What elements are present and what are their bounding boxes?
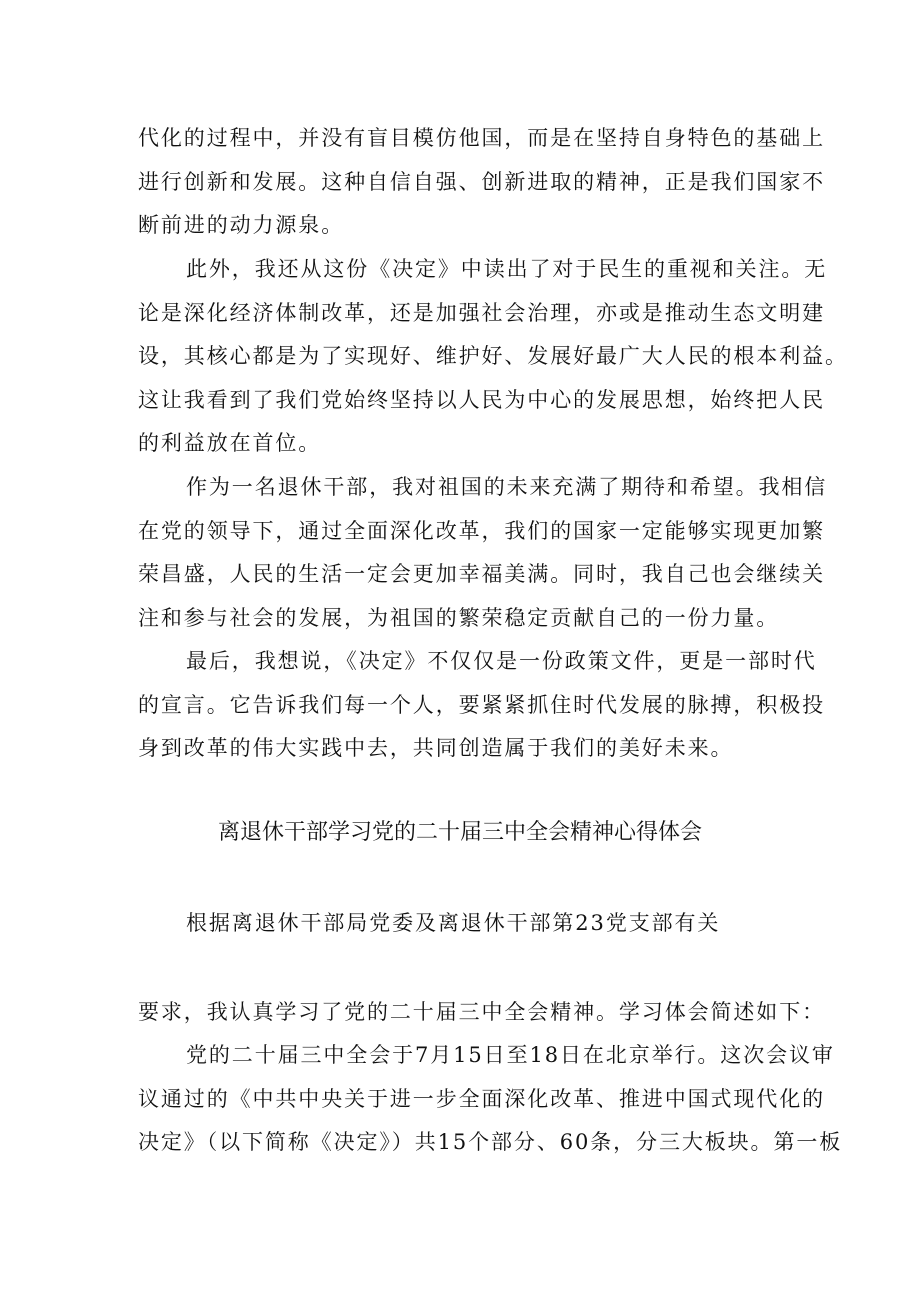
- paragraph-line: 最后，我想说，《决定》不仅仅是一份政策文件，更是一部时代: [186, 649, 817, 673]
- paragraph-line: 作为一名退休干部，我对祖国的未来充满了期待和希望。我相信: [186, 475, 828, 499]
- paragraph-line: 断前进的动力源泉。: [138, 213, 345, 237]
- paragraph-line: 设，其核心都是为了实现好、维护好、发展好最广大人民的根本利益。: [138, 344, 848, 368]
- paragraph-line: 的宣言。它告诉我们每一个人，要紧紧抓住时代发展的脉搏，积极投: [138, 693, 825, 717]
- paragraph-line: 论是深化经济体制改革，还是加强社会治理，亦或是推动生态文明建: [138, 301, 825, 325]
- paragraph-line: 议通过的《中共中央关于进一步全面深化改革、推进中国式现代化的: [138, 1087, 825, 1111]
- paragraph-line: 荣昌盛，人民的生活一定会更加幸福美满。同时，我自己也会继续关: [138, 562, 825, 586]
- paragraph-line: 党的二十届三中全会于7月15日至18日在北京举行。这次会议审: [186, 1043, 835, 1067]
- paragraph-line: 身到改革的伟大实践中去，共同创造属于我们的美好未来。: [138, 736, 734, 760]
- paragraph-line: 要求，我认真学习了党的二十届三中全会精神。学习体会简述如下：: [138, 1000, 825, 1024]
- paragraph-line: 根据离退休干部局党委及离退休干部第23党支部有关: [186, 911, 721, 935]
- article-title: 离退休干部学习党的二十届三中全会精神心得体会: [217, 820, 702, 845]
- paragraph-line: 的利益放在首位。: [138, 431, 322, 455]
- paragraph-line: 代化的过程中，并没有盲目模仿他国，而是在坚持自身特色的基础上: [138, 126, 825, 150]
- paragraph-line: 这让我看到了我们党始终坚持以人民为中心的发展思想，始终把人民: [138, 388, 825, 412]
- paragraph-line: 在党的领导下，通过全面深化改革，我们的国家一定能够实现更加繁: [138, 519, 825, 543]
- paragraph-line: 注和参与社会的发展，为祖国的繁荣稳定贡献自己的一份力量。: [138, 606, 780, 630]
- paragraph-line: 决定》（以下简称《决定》）共15个部分、60条，分三大板块。第一板: [138, 1130, 843, 1154]
- paragraph-line: 此外，我还从这份《决定》中读出了对于民生的重视和关注。无: [186, 257, 828, 281]
- paragraph-line: 进行创新和发展。这种自信自强、创新进取的精神，正是我们国家不: [138, 170, 825, 194]
